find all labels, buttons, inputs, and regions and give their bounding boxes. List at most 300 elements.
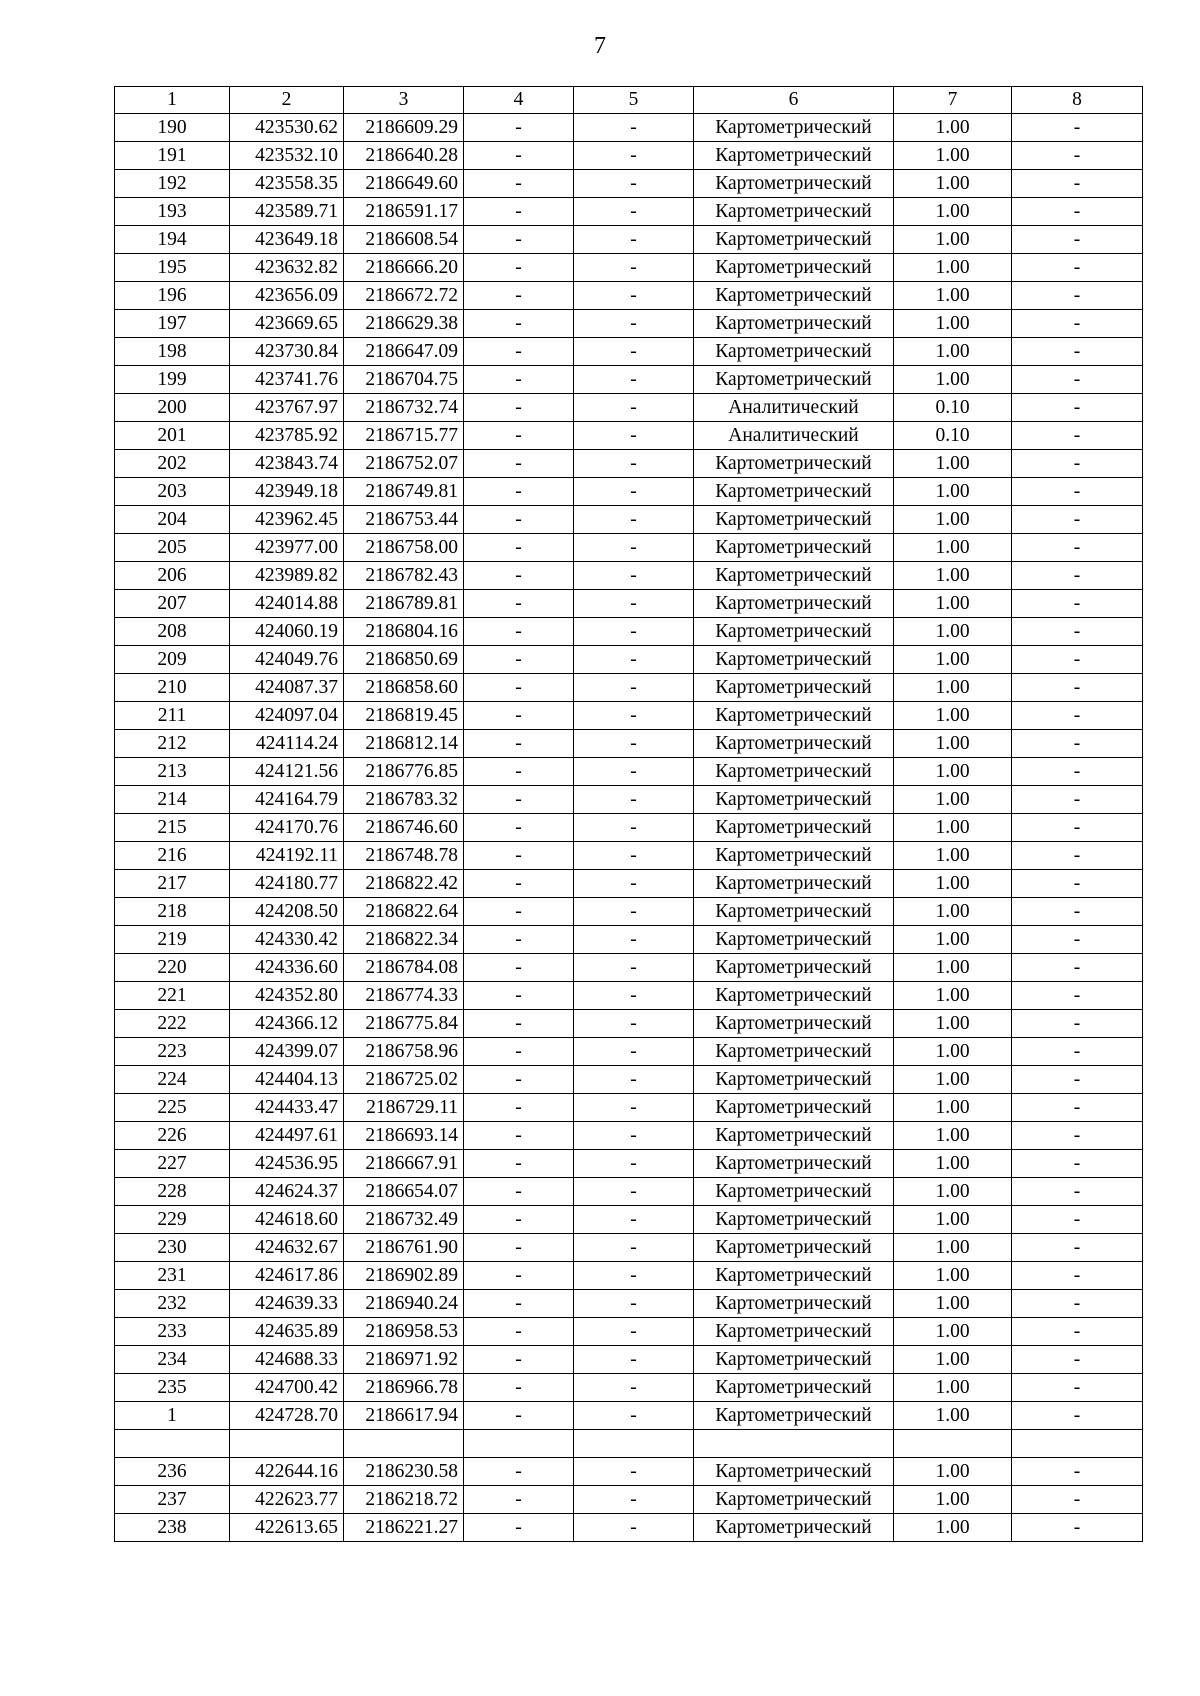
method-cell: Картометрический — [694, 814, 894, 842]
coordinate-x-cell: 424164.79 — [230, 786, 344, 814]
column-8-value-cell: - — [1012, 1122, 1143, 1150]
point-number-cell: 201 — [115, 422, 230, 450]
point-number-cell: 227 — [115, 1150, 230, 1178]
method-cell: Картометрический — [694, 1122, 894, 1150]
column-8-value-cell: - — [1012, 198, 1143, 226]
coordinate-x-cell: 423730.84 — [230, 338, 344, 366]
coordinate-x-cell: 423962.45 — [230, 506, 344, 534]
column-4-value-cell: - — [464, 646, 574, 674]
column-5-value-cell: - — [574, 1094, 694, 1122]
method-cell: Картометрический — [694, 506, 894, 534]
column-8-value-cell: - — [1012, 758, 1143, 786]
coordinate-y-cell: 2186822.42 — [344, 870, 464, 898]
column-4-value-cell: - — [464, 814, 574, 842]
column-8-value-cell: - — [1012, 422, 1143, 450]
column-header: 8 — [1012, 87, 1143, 114]
coordinate-x-cell: 422623.77 — [230, 1486, 344, 1514]
table-row — [115, 926, 1143, 954]
column-5-value-cell: - — [574, 842, 694, 870]
column-header: 3 — [344, 87, 464, 114]
column-5-value-cell: - — [574, 310, 694, 338]
coordinate-x-cell: 424618.60 — [230, 1206, 344, 1234]
accuracy-cell: 1.00 — [894, 450, 1012, 478]
table-row — [115, 1066, 1143, 1094]
column-5-value-cell: - — [574, 1346, 694, 1374]
column-5-value-cell: - — [574, 1290, 694, 1318]
method-cell: Картометрический — [694, 1318, 894, 1346]
column-4-value-cell: - — [464, 618, 574, 646]
column-4-value-cell: - — [464, 282, 574, 310]
coordinate-x-cell: 424700.42 — [230, 1374, 344, 1402]
coordinate-y-cell: 2186715.77 — [344, 422, 464, 450]
column-8-value-cell: - — [1012, 842, 1143, 870]
column-8-value-cell: - — [1012, 226, 1143, 254]
column-header: 4 — [464, 87, 574, 114]
column-8-value-cell: - — [1012, 590, 1143, 618]
column-5-value-cell: - — [574, 954, 694, 982]
point-number-cell: 212 — [115, 730, 230, 758]
accuracy-cell: 1.00 — [894, 954, 1012, 982]
coordinate-y-cell: 2186732.74 — [344, 394, 464, 422]
coordinate-y-cell: 2186617.94 — [344, 1402, 464, 1430]
method-cell: Картометрический — [694, 982, 894, 1010]
table-row — [115, 198, 1143, 226]
column-8-value-cell: - — [1012, 814, 1143, 842]
accuracy-cell: 1.00 — [894, 170, 1012, 198]
coordinate-y-cell: 2186822.34 — [344, 926, 464, 954]
column-8-value-cell: - — [1012, 142, 1143, 170]
coordinate-y-cell: 2186971.92 — [344, 1346, 464, 1374]
table-row — [115, 1402, 1143, 1430]
method-cell: Картометрический — [694, 674, 894, 702]
column-5-value-cell: - — [574, 1234, 694, 1262]
coordinate-x-cell: 424336.60 — [230, 954, 344, 982]
table-row — [115, 310, 1143, 338]
table-row — [115, 1486, 1143, 1514]
column-5-value-cell: - — [574, 1514, 694, 1542]
column-4-value-cell: - — [464, 1206, 574, 1234]
column-4-value-cell: - — [464, 898, 574, 926]
coordinate-y-cell: 2186732.49 — [344, 1206, 464, 1234]
accuracy-cell: 1.00 — [894, 758, 1012, 786]
column-8-value-cell: - — [1012, 254, 1143, 282]
coordinate-y-cell: 2186812.14 — [344, 730, 464, 758]
coordinate-x-cell: 424624.37 — [230, 1178, 344, 1206]
method-cell: Картометрический — [694, 1346, 894, 1374]
page-number: 7 — [594, 33, 606, 59]
column-5-value-cell: - — [574, 282, 694, 310]
table-header-row — [115, 87, 1143, 114]
coordinate-x-cell: 423558.35 — [230, 170, 344, 198]
accuracy-cell: 1.00 — [894, 702, 1012, 730]
table-row — [115, 1038, 1143, 1066]
column-4-value-cell: - — [464, 506, 574, 534]
coordinate-x-cell: 424097.04 — [230, 702, 344, 730]
coordinate-y-cell: 2186753.44 — [344, 506, 464, 534]
column-8-value-cell: - — [1012, 450, 1143, 478]
column-4-value-cell: - — [464, 338, 574, 366]
table-row — [115, 338, 1143, 366]
column-4-value-cell: - — [464, 1458, 574, 1486]
column-5-value-cell: - — [574, 814, 694, 842]
table-row — [115, 1234, 1143, 1262]
coordinate-x-cell: 423989.82 — [230, 562, 344, 590]
method-cell: Картометрический — [694, 1010, 894, 1038]
column-8-value-cell: - — [1012, 1206, 1143, 1234]
column-5-value-cell: - — [574, 1066, 694, 1094]
column-8-value-cell: - — [1012, 394, 1143, 422]
accuracy-cell: 1.00 — [894, 534, 1012, 562]
column-8-value-cell: - — [1012, 898, 1143, 926]
accuracy-cell: 1.00 — [894, 982, 1012, 1010]
coordinate-y-cell: 2186966.78 — [344, 1374, 464, 1402]
column-header: 7 — [894, 87, 1012, 114]
coordinate-y-cell: 2186591.17 — [344, 198, 464, 226]
method-cell: Картометрический — [694, 618, 894, 646]
column-5-value-cell: - — [574, 142, 694, 170]
column-4-value-cell: - — [464, 926, 574, 954]
accuracy-cell: 1.00 — [894, 478, 1012, 506]
coordinate-x-cell: 424688.33 — [230, 1346, 344, 1374]
coordinate-x-cell: 423785.92 — [230, 422, 344, 450]
column-5-value-cell: - — [574, 618, 694, 646]
point-number-cell: 197 — [115, 310, 230, 338]
column-4-value-cell — [464, 1430, 574, 1458]
point-number-cell: 233 — [115, 1318, 230, 1346]
method-cell: Картометрический — [694, 338, 894, 366]
column-5-value-cell: - — [574, 506, 694, 534]
coordinate-y-cell: 2186858.60 — [344, 674, 464, 702]
column-5-value-cell: - — [574, 450, 694, 478]
coordinate-x-cell: 424632.67 — [230, 1234, 344, 1262]
column-4-value-cell: - — [464, 1262, 574, 1290]
table-row — [115, 786, 1143, 814]
accuracy-cell: 1.00 — [894, 562, 1012, 590]
point-number-cell: 206 — [115, 562, 230, 590]
point-number-cell: 199 — [115, 366, 230, 394]
coordinate-y-cell: 2186666.20 — [344, 254, 464, 282]
column-8-value-cell: - — [1012, 1038, 1143, 1066]
method-cell: Аналитический — [694, 394, 894, 422]
accuracy-cell: 1.00 — [894, 1094, 1012, 1122]
column-5-value-cell: - — [574, 1486, 694, 1514]
column-8-value-cell: - — [1012, 170, 1143, 198]
column-5-value-cell: - — [574, 422, 694, 450]
method-cell: Картометрический — [694, 1262, 894, 1290]
column-8-value-cell: - — [1012, 366, 1143, 394]
table-row — [115, 954, 1143, 982]
method-cell: Картометрический — [694, 842, 894, 870]
table-row — [115, 1514, 1143, 1542]
coordinate-y-cell: 2186958.53 — [344, 1318, 464, 1346]
column-8-value-cell: - — [1012, 506, 1143, 534]
point-number-cell: 228 — [115, 1178, 230, 1206]
coordinate-y-cell: 2186752.07 — [344, 450, 464, 478]
column-4-value-cell: - — [464, 226, 574, 254]
point-number-cell: 210 — [115, 674, 230, 702]
point-number-cell: 203 — [115, 478, 230, 506]
point-number-cell: 207 — [115, 590, 230, 618]
column-4-value-cell: - — [464, 870, 574, 898]
column-4-value-cell: - — [464, 1122, 574, 1150]
column-5-value-cell: - — [574, 758, 694, 786]
point-number-cell: 225 — [115, 1094, 230, 1122]
method-cell: Картометрический — [694, 1066, 894, 1094]
column-4-value-cell: - — [464, 1402, 574, 1430]
coordinate-y-cell: 2186804.16 — [344, 618, 464, 646]
coordinates-table — [114, 86, 1143, 1542]
accuracy-cell: 1.00 — [894, 1486, 1012, 1514]
accuracy-cell: 1.00 — [894, 1066, 1012, 1094]
point-number-cell: 219 — [115, 926, 230, 954]
accuracy-cell: 1.00 — [894, 310, 1012, 338]
method-cell: Картометрический — [694, 562, 894, 590]
column-5-value-cell: - — [574, 1374, 694, 1402]
point-number-cell: 1 — [115, 1402, 230, 1430]
column-8-value-cell: - — [1012, 870, 1143, 898]
accuracy-cell: 1.00 — [894, 226, 1012, 254]
method-cell: Картометрический — [694, 170, 894, 198]
accuracy-cell: 1.00 — [894, 1122, 1012, 1150]
table-row — [115, 870, 1143, 898]
point-number-cell: 190 — [115, 114, 230, 142]
table-row — [115, 1318, 1143, 1346]
column-4-value-cell: - — [464, 758, 574, 786]
table-row — [115, 730, 1143, 758]
accuracy-cell: 1.00 — [894, 674, 1012, 702]
column-4-value-cell: - — [464, 1150, 574, 1178]
column-8-value-cell: - — [1012, 954, 1143, 982]
column-4-value-cell: - — [464, 1486, 574, 1514]
accuracy-cell: 1.00 — [894, 114, 1012, 142]
column-header: 2 — [230, 87, 344, 114]
method-cell: Картометрический — [694, 1150, 894, 1178]
method-cell: Картометрический — [694, 758, 894, 786]
column-5-value-cell: - — [574, 1458, 694, 1486]
table-row — [115, 506, 1143, 534]
column-8-value-cell: - — [1012, 674, 1143, 702]
column-8-value-cell: - — [1012, 1402, 1143, 1430]
column-5-value-cell: - — [574, 926, 694, 954]
coordinate-y-cell: 2186783.32 — [344, 786, 464, 814]
point-number-cell: 211 — [115, 702, 230, 730]
column-4-value-cell: - — [464, 730, 574, 758]
coordinate-x-cell: 422613.65 — [230, 1514, 344, 1542]
method-cell: Картометрический — [694, 534, 894, 562]
method-cell: Картометрический — [694, 870, 894, 898]
table-row — [115, 478, 1143, 506]
coordinate-y-cell: 2186774.33 — [344, 982, 464, 1010]
column-4-value-cell: - — [464, 954, 574, 982]
coordinate-x-cell: 424014.88 — [230, 590, 344, 618]
column-5-value-cell: - — [574, 1206, 694, 1234]
accuracy-cell: 1.00 — [894, 1374, 1012, 1402]
column-5-value-cell: - — [574, 702, 694, 730]
point-number-cell: 221 — [115, 982, 230, 1010]
point-number-cell: 222 — [115, 1010, 230, 1038]
table-row — [115, 114, 1143, 142]
point-number-cell: 193 — [115, 198, 230, 226]
table-body — [115, 87, 1143, 1542]
method-cell: Картометрический — [694, 786, 894, 814]
column-4-value-cell: - — [464, 450, 574, 478]
point-number-cell: 204 — [115, 506, 230, 534]
accuracy-cell: 1.00 — [894, 1150, 1012, 1178]
accuracy-cell: 1.00 — [894, 1458, 1012, 1486]
coordinate-y-cell: 2186629.38 — [344, 310, 464, 338]
column-5-value-cell: - — [574, 898, 694, 926]
column-8-value-cell: - — [1012, 1374, 1143, 1402]
coordinate-y-cell: 2186221.27 — [344, 1514, 464, 1542]
coordinate-x-cell: 423767.97 — [230, 394, 344, 422]
column-8-value-cell: - — [1012, 730, 1143, 758]
point-number-cell: 196 — [115, 282, 230, 310]
column-5-value-cell: - — [574, 394, 694, 422]
accuracy-cell: 1.00 — [894, 1290, 1012, 1318]
accuracy-cell: 1.00 — [894, 926, 1012, 954]
accuracy-cell: 1.00 — [894, 142, 1012, 170]
point-number-cell: 231 — [115, 1262, 230, 1290]
coordinate-x-cell: 424330.42 — [230, 926, 344, 954]
coordinate-x-cell: 424728.70 — [230, 1402, 344, 1430]
column-4-value-cell: - — [464, 1234, 574, 1262]
point-number-cell: 224 — [115, 1066, 230, 1094]
accuracy-cell: 1.00 — [894, 786, 1012, 814]
column-4-value-cell: - — [464, 982, 574, 1010]
coordinate-x-cell: 424192.11 — [230, 842, 344, 870]
column-header: 6 — [694, 87, 894, 114]
column-8-value-cell: - — [1012, 534, 1143, 562]
coordinate-x-cell: 423632.82 — [230, 254, 344, 282]
method-cell: Картометрический — [694, 1402, 894, 1430]
table-row — [115, 1122, 1143, 1150]
table-row — [115, 674, 1143, 702]
column-8-value-cell: - — [1012, 1150, 1143, 1178]
coordinate-y-cell: 2186672.72 — [344, 282, 464, 310]
point-number-cell: 230 — [115, 1234, 230, 1262]
column-header: 5 — [574, 87, 694, 114]
accuracy-cell: 1.00 — [894, 898, 1012, 926]
method-cell: Картометрический — [694, 1206, 894, 1234]
coordinate-x-cell: 424433.47 — [230, 1094, 344, 1122]
accuracy-cell: 1.00 — [894, 198, 1012, 226]
method-cell: Картометрический — [694, 254, 894, 282]
accuracy-cell: 0.10 — [894, 394, 1012, 422]
table-row — [115, 254, 1143, 282]
column-5-value-cell: - — [574, 1178, 694, 1206]
column-4-value-cell: - — [464, 1178, 574, 1206]
method-cell: Картометрический — [694, 226, 894, 254]
point-number-cell: 205 — [115, 534, 230, 562]
table-row — [115, 142, 1143, 170]
point-number-cell: 216 — [115, 842, 230, 870]
accuracy-cell: 0.10 — [894, 422, 1012, 450]
accuracy-cell: 1.00 — [894, 1234, 1012, 1262]
table-row — [115, 1206, 1143, 1234]
coordinate-y-cell: 2186782.43 — [344, 562, 464, 590]
point-number-cell: 220 — [115, 954, 230, 982]
column-4-value-cell: - — [464, 478, 574, 506]
column-8-value-cell: - — [1012, 338, 1143, 366]
table-row — [115, 1010, 1143, 1038]
coordinate-y-cell: 2186775.84 — [344, 1010, 464, 1038]
method-cell: Картометрический — [694, 702, 894, 730]
coordinate-y-cell: 2186693.14 — [344, 1122, 464, 1150]
coordinate-x-cell: 424170.76 — [230, 814, 344, 842]
point-number-cell: 202 — [115, 450, 230, 478]
coordinate-y-cell: 2186608.54 — [344, 226, 464, 254]
method-cell: Картометрический — [694, 366, 894, 394]
accuracy-cell: 1.00 — [894, 590, 1012, 618]
column-4-value-cell: - — [464, 1290, 574, 1318]
point-number-cell: 237 — [115, 1486, 230, 1514]
coordinate-y-cell: 2186789.81 — [344, 590, 464, 618]
column-8-value-cell: - — [1012, 1234, 1143, 1262]
method-cell — [694, 1430, 894, 1458]
coordinate-y-cell: 2186230.58 — [344, 1458, 464, 1486]
column-4-value-cell: - — [464, 142, 574, 170]
table-row — [115, 590, 1143, 618]
column-4-value-cell: - — [464, 1514, 574, 1542]
accuracy-cell: 1.00 — [894, 1178, 1012, 1206]
coordinate-x-cell — [230, 1430, 344, 1458]
column-5-value-cell: - — [574, 226, 694, 254]
table-row — [115, 534, 1143, 562]
coordinate-x-cell: 423669.65 — [230, 310, 344, 338]
table-row — [115, 450, 1143, 478]
coordinate-x-cell: 424366.12 — [230, 1010, 344, 1038]
column-4-value-cell: - — [464, 842, 574, 870]
coordinate-y-cell: 2186640.28 — [344, 142, 464, 170]
coordinate-x-cell: 423530.62 — [230, 114, 344, 142]
point-number-cell: 232 — [115, 1290, 230, 1318]
table-row — [115, 618, 1143, 646]
column-8-value-cell: - — [1012, 562, 1143, 590]
table-row — [115, 646, 1143, 674]
column-8-value-cell: - — [1012, 982, 1143, 1010]
column-8-value-cell: - — [1012, 1486, 1143, 1514]
method-cell: Картометрический — [694, 898, 894, 926]
column-header: 1 — [115, 87, 230, 114]
coordinate-x-cell: 423977.00 — [230, 534, 344, 562]
method-cell: Картометрический — [694, 1458, 894, 1486]
coordinate-y-cell: 2186667.91 — [344, 1150, 464, 1178]
point-number-cell: 229 — [115, 1206, 230, 1234]
column-5-value-cell: - — [574, 1150, 694, 1178]
coordinate-x-cell: 424404.13 — [230, 1066, 344, 1094]
point-number-cell: 213 — [115, 758, 230, 786]
coordinate-x-cell: 423649.18 — [230, 226, 344, 254]
coordinate-y-cell: 2186746.60 — [344, 814, 464, 842]
column-5-value-cell: - — [574, 198, 694, 226]
coordinate-x-cell: 424639.33 — [230, 1290, 344, 1318]
point-number-cell: 214 — [115, 786, 230, 814]
coordinate-y-cell: 2186729.11 — [344, 1094, 464, 1122]
point-number-cell: 218 — [115, 898, 230, 926]
column-4-value-cell: - — [464, 1094, 574, 1122]
accuracy-cell: 1.00 — [894, 282, 1012, 310]
table-row — [115, 282, 1143, 310]
column-5-value-cell: - — [574, 786, 694, 814]
method-cell: Аналитический — [694, 422, 894, 450]
column-4-value-cell: - — [464, 702, 574, 730]
table-row — [115, 982, 1143, 1010]
column-5-value-cell: - — [574, 534, 694, 562]
column-5-value-cell: - — [574, 590, 694, 618]
column-5-value-cell — [574, 1430, 694, 1458]
method-cell: Картометрический — [694, 954, 894, 982]
table-row — [115, 1262, 1143, 1290]
